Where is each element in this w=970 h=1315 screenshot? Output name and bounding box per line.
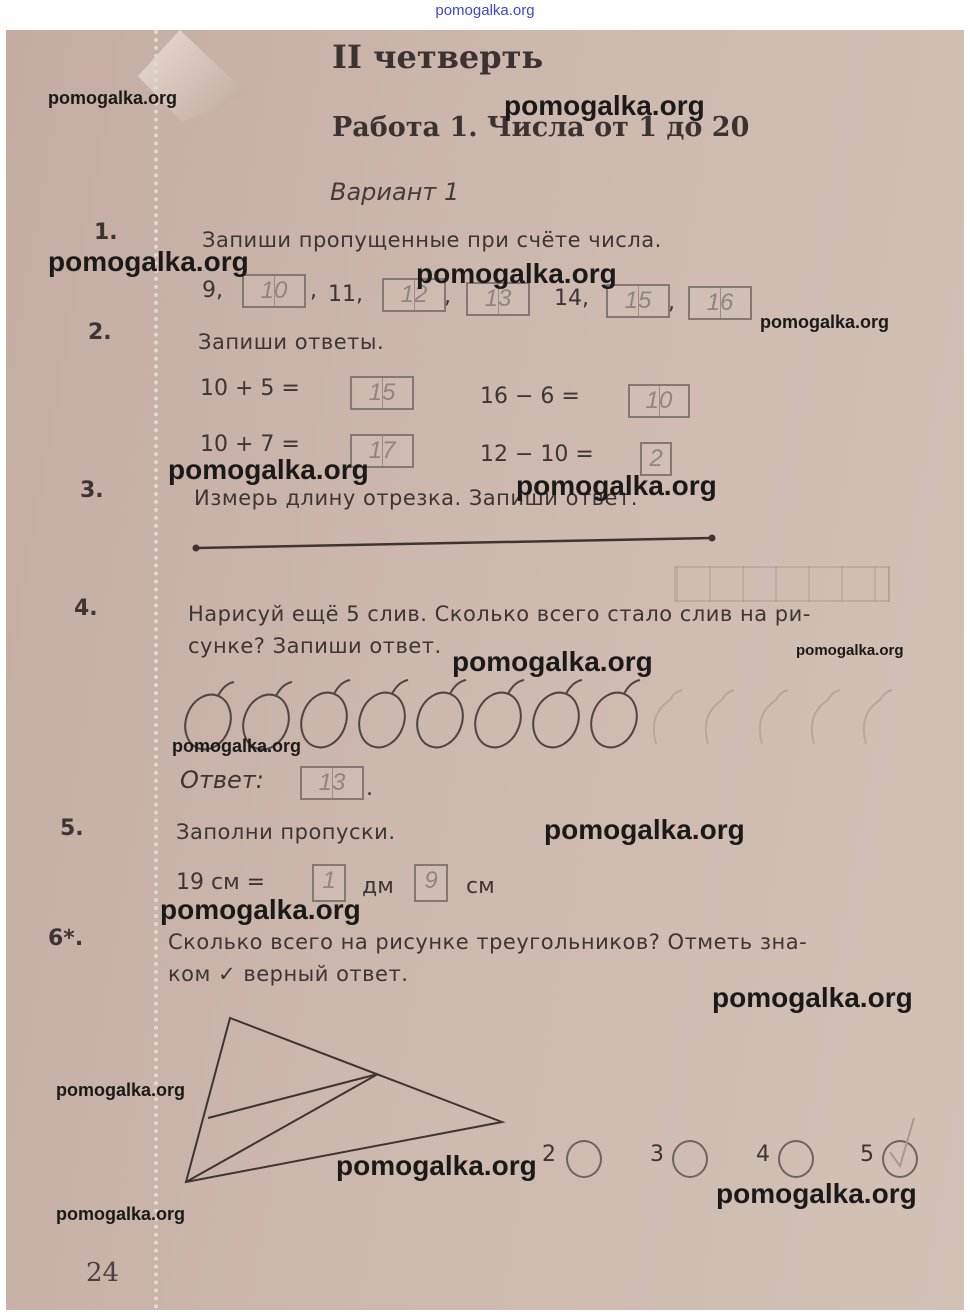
task2-text: Запиши ответы. bbox=[198, 330, 385, 354]
task3-text: Измерь длину отрезка. Запиши ответ. bbox=[194, 486, 638, 510]
task1-text: Запиши пропущенные при счёте числа. bbox=[202, 228, 662, 252]
work-title: Работа 1. Числа от 1 до 20 bbox=[332, 112, 750, 143]
task2-answer3[interactable]: 10 bbox=[628, 384, 690, 418]
binding-dots bbox=[154, 30, 158, 1310]
workbook-page: II четверть Работа 1. Числа от 1 до 20 Вариант 1 1. Запиши пропущенные при счёте числа. 9, 10 , 11, 12 , 13 14, 15 , 16 2. Запиши ответы. 10 + 5 = 15 10 + 7 = 17 16 − 6 = 10 12 − 10 = 2 3. Измерь длину отрезка. Запиши ответ. 4. Нарисуй ещё 5 слив. Сколько всего стало слив на ри- сунке? Запиши ответ. Ответ: 13 . 5. Заполни пропуски. 19 см = 1 дм 9 см 6*. Сколько всего на рисунке треугольников? Отметь зна- ком ✓ верный ответ. 2 3 4 5 24 bbox=[6, 30, 964, 1310]
task1-box-1[interactable]: 10 bbox=[242, 274, 306, 308]
task4-number: 4. bbox=[74, 596, 98, 621]
task1-box-5[interactable]: 16 bbox=[688, 286, 752, 320]
watermark: pomogalka.org bbox=[160, 894, 361, 925]
watermark: pomogalka.org bbox=[56, 1080, 186, 1100]
pencil-plum-icon bbox=[812, 690, 840, 744]
task5-dm-unit: дм bbox=[362, 874, 394, 899]
task1-seq-9: 9, bbox=[202, 278, 223, 303]
task1-seq-11: 11, bbox=[328, 282, 363, 307]
task5-lhs: 19 см = bbox=[176, 870, 266, 895]
task2-answer1[interactable]: 15 bbox=[350, 376, 414, 410]
watermark: pomogalka.org bbox=[56, 1204, 186, 1224]
plum-icon bbox=[468, 680, 528, 754]
option-3-circle[interactable] bbox=[672, 1140, 708, 1178]
watermark: pomogalka.org bbox=[48, 88, 178, 108]
watermark: pomogalka.org bbox=[452, 646, 653, 677]
task1-box-4[interactable]: 15 bbox=[606, 284, 670, 318]
option-2-circle[interactable] bbox=[566, 1140, 602, 1178]
pencil-plum-icon bbox=[706, 690, 734, 744]
task2-eq3: 16 − 6 = bbox=[480, 384, 580, 409]
watermark: pomogalka.org bbox=[172, 736, 302, 756]
task5-number: 5. bbox=[60, 816, 84, 841]
plum-icon bbox=[410, 680, 470, 754]
plum-icon bbox=[526, 680, 586, 754]
task4-line2: сунке? Запиши ответ. bbox=[188, 634, 442, 658]
checkmark-icon bbox=[884, 1112, 924, 1172]
task1-seq-14: 14, bbox=[554, 286, 589, 311]
task5-cm-unit: см bbox=[466, 874, 495, 899]
task4-line1: Нарисуй ещё 5 слив. Сколько всего стало слив на ри- bbox=[188, 602, 811, 626]
task5-cm-box[interactable]: 9 bbox=[414, 864, 448, 902]
option-4-circle[interactable] bbox=[778, 1140, 814, 1178]
task2-eq4: 12 − 10 = bbox=[480, 442, 594, 467]
task2-answer2[interactable]: 17 bbox=[350, 434, 414, 468]
variant-label: Вариант 1 bbox=[330, 178, 460, 206]
task1-number: 1. bbox=[94, 220, 118, 245]
task4-period: . bbox=[366, 776, 373, 801]
plum-icon bbox=[294, 680, 354, 754]
task3-number: 3. bbox=[80, 478, 104, 503]
watermark: pomogalka.org bbox=[716, 1178, 917, 1209]
plum-icon bbox=[584, 680, 644, 754]
task2-answer4[interactable]: 2 bbox=[640, 442, 672, 476]
watermark: pomogalka.org bbox=[796, 642, 904, 659]
pencil-plum-icon bbox=[654, 690, 682, 744]
watermark: pomogalka.org bbox=[504, 90, 705, 121]
option-3-label: 3 bbox=[650, 1142, 664, 1167]
task2-eq2: 10 + 7 = bbox=[200, 432, 300, 457]
option-5-label: 5 bbox=[860, 1142, 874, 1167]
task6-line2: ком ✓ верный ответ. bbox=[168, 962, 409, 986]
task1-box-2[interactable]: 12 bbox=[382, 278, 446, 312]
task4-answer-box[interactable]: 13 bbox=[300, 766, 364, 800]
watermark: pomogalka.org bbox=[416, 258, 617, 289]
page-number: 24 bbox=[86, 1258, 120, 1288]
watermark: pomogalka.org bbox=[712, 982, 913, 1013]
quarter-title: II четверть bbox=[332, 38, 544, 76]
watermark: pomogalka.org bbox=[516, 470, 717, 501]
watermark: pomogalka.org bbox=[760, 312, 890, 332]
task2-eq1: 10 + 5 = bbox=[200, 376, 300, 401]
watermark: pomogalka.org bbox=[48, 246, 249, 277]
watermark: pomogalka.org bbox=[168, 454, 369, 485]
task5-dm-box[interactable]: 1 bbox=[312, 864, 346, 902]
site-header-link[interactable]: pomogalka.org bbox=[435, 2, 535, 19]
task4-answer-label: Ответ: bbox=[180, 766, 264, 794]
pencil-plum-icon bbox=[864, 690, 892, 744]
plum-icon bbox=[352, 680, 412, 754]
watermark: pomogalka.org bbox=[544, 814, 745, 845]
faint-answer-cells bbox=[674, 566, 890, 602]
task6-number: 6*. bbox=[48, 926, 84, 951]
task2-number: 2. bbox=[88, 320, 112, 345]
option-4-label: 4 bbox=[756, 1142, 770, 1167]
pencil-plum-icon bbox=[760, 690, 788, 744]
task5-text: Заполни пропуски. bbox=[176, 820, 396, 844]
task1-box-3[interactable]: 13 bbox=[466, 282, 530, 316]
task6-line1: Сколько всего на рисунке треугольников? Отметь зна- bbox=[168, 930, 808, 954]
option-2-label: 2 bbox=[542, 1142, 556, 1167]
segment-to-measure bbox=[186, 530, 726, 554]
watermark: pomogalka.org bbox=[336, 1150, 537, 1181]
